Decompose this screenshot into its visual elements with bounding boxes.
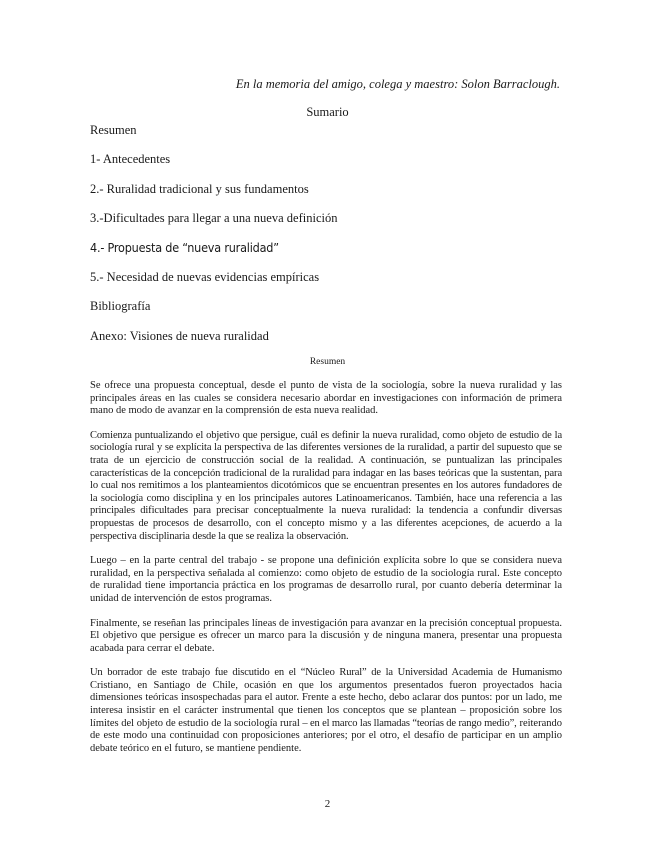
paragraph-5 — [90, 667, 562, 755]
toc-item-evidencias: 5.- Necesidad de nuevas evidencias empíricas — [90, 269, 320, 284]
resumen-title: Resumen — [309, 357, 346, 367]
paragraph-5-part-3: – en el marco las llamadas “teorías de rango medio” — [299, 717, 515, 729]
dedication: En la memoria del amigo, colega y maestro: Solon Barraclough. — [235, 77, 560, 91]
paragraph-4: Finalmente, se reseñan las principales líneas de investigación para avanzar en la precisión conceptual propuesta. El objetivo que persigue es ofrecer un marco para la discusión y de ninguna manera, presentar una propuesta acabada para cerrar el debate. — [90, 617, 562, 654]
table-of-contents — [90, 122, 337, 357]
sumario-title: Sumario — [306, 105, 349, 119]
toc-item-ruralidad-tradicional: 2.- Ruralidad tradicional y sus fundamentos — [90, 181, 309, 196]
toc-item-dificultades: 3.-Dificultades para llegar a una nueva definición — [90, 211, 338, 226]
toc-item-anexo: Anexo: Visiones de nueva ruralidad — [90, 328, 269, 343]
toc-item-bibliografia: Bibliografía — [90, 299, 151, 314]
toc-item-antecedentes: 1- Antecedentes — [90, 152, 171, 167]
page-number: 2 — [324, 798, 331, 810]
paragraph-1: Se ofrece una propuesta conceptual, desde el punto de vista de la sociología, sobre la nueva ruralidad y las principales áreas en las cuales se considera necesario abordar en investigaciones con información de primera mano de modo de avanzar en la comprensión de esta nueva realidad. — [90, 380, 562, 417]
paragraph-5-part-2: Cristiano, en Santiago de Chile, ocasión en que los argumentos presentados fueron proyectados hacia dimensiones teóricas insospechadas para el autor. Frente a este hecho, debo aclarar dos puntos: por un lado, me interesa insistir en el carácter instrumental que tienen los conceptos que se plantean – proposición sobre los límites del objeto de estudio de la sociología rural — [90, 679, 562, 729]
paragraph-2: Comienza puntualizando el objetivo que persigue, cuál es definir la nueva ruralidad, como objeto de estudio de la sociología rural y se explícita la perspectiva de las diferentes versiones de la ruralidad, a partir del supuesto que se trata de un ejercicio de construcción social de la realidad. A continuación, se puntualizan las principales características de la concepción tradicional de la ruralidad para indagar en las bases teóricas que la sustentan, para lo cual nos remitimos a los planteamientos dicotómicos que se encuentran presentes en los autores fundadores de la sociología como disciplina y en los principales autores Latinoamericanos. También, hace una referencia a las principales dificultades para precisar conceptualmente la nueva ruralidad: la tendencia a confundir diversas propuestas de procesos de desarrollo, con el concepto mismo y a las diferentes acepciones, de acuerdo a la perspectiva disciplinaria desde la que se realiza la observación. — [90, 429, 562, 542]
paragraph-5-part-1: Un borrador de este trabajo fue discutido en el “Núcleo Rural” de la Universidad Academia de Humanismo — [90, 667, 562, 679]
paragraph-3: Luego – en la parte central del trabajo - se propone una definición explícita sobre lo que se considera nueva ruralidad, en la perspectiva señalada al comienzo: como objeto de estudio de la sociología rural. Este concepto de ruralidad tiene importancia práctica en los programas de desarrollo rural, por cuanto debería determinar la unidad de intervención de estos programas. — [90, 555, 562, 604]
toc-item-propuesta: 4.- Propuesta de “nueva ruralidad” — [90, 239, 279, 255]
paragraph-5-part-4: , reiterando de este modo una continuidad con proposiciones anteriores; por el otro, el desafío de participar en un amplio debate teórico en el futuro, se mantiene pendiente. — [90, 717, 563, 754]
resumen-body — [90, 380, 562, 767]
toc-item-resumen: Resumen — [90, 123, 137, 137]
